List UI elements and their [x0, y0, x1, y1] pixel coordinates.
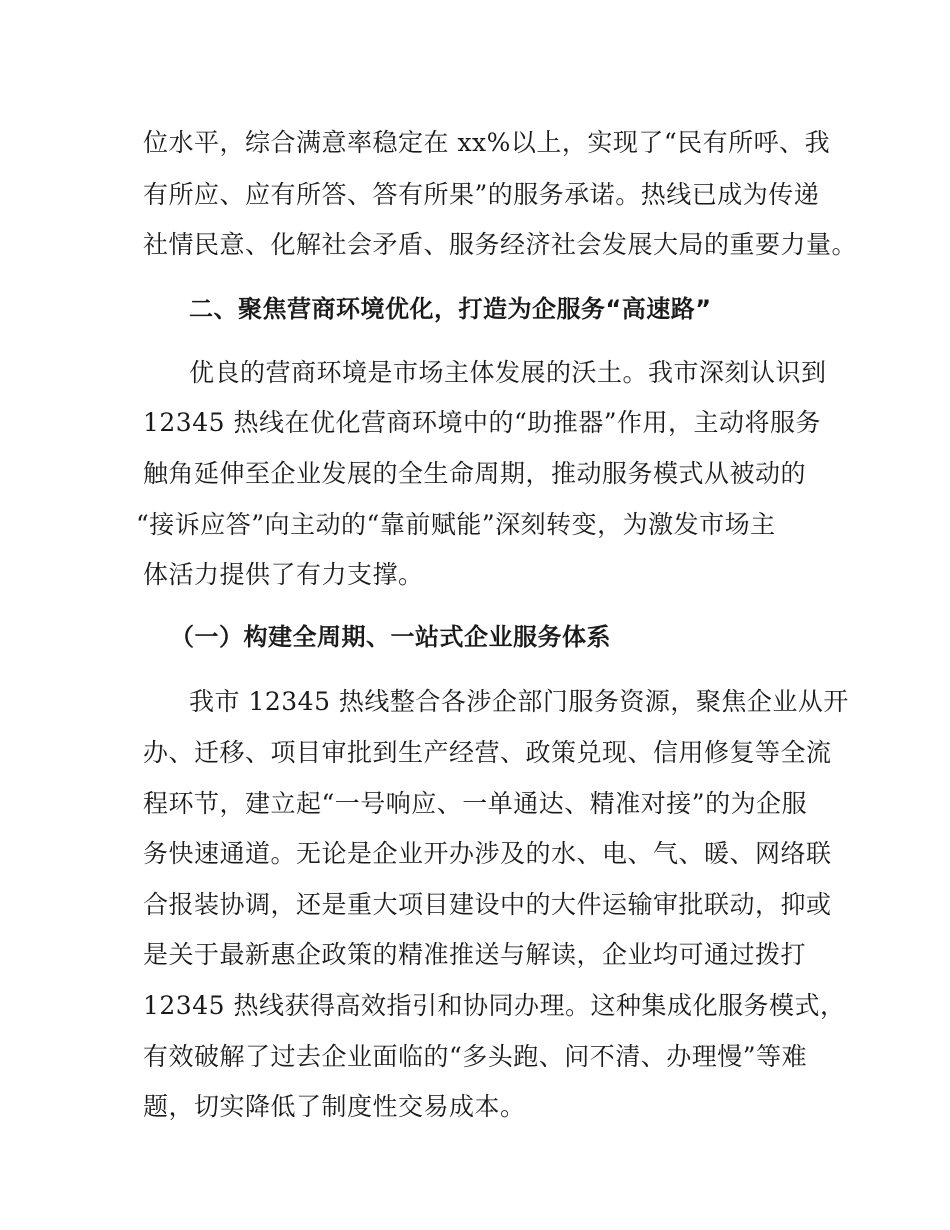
paragraph-line: 12345 热线获得高效指引和协同办理。这种集成化服务模式， — [143, 991, 846, 1020]
paragraph-line: 社情民意、化解社会矛盾、服务经济社会发展大局的重要力量。 — [143, 230, 858, 259]
paragraph-line: 务快速通道。无论是企业开办涉及的水、电、气、暖、网络联 — [143, 839, 832, 868]
paragraph-line: 有所应、应有所答、答有所果”的服务承诺。热线已成为传递 — [143, 180, 820, 209]
paragraph-line: 程环节，建立起“一号响应、一单通达、精准对接”的为企服 — [143, 789, 808, 818]
paragraph-line: 体活力提供了有力支撑。 — [143, 560, 424, 589]
paragraph-line: 我市 12345 热线整合各涉企部门服务资源，聚焦企业从开 — [189, 687, 849, 716]
paragraph-line: 合报装协调，还是重大项目建设中的大件运输审批联动，抑或 — [143, 890, 832, 919]
paragraph-line: 触角延伸至企业发展的全生命周期，推动服务模式从被动的 — [143, 459, 807, 488]
subsection-heading: （一）构建全周期、一站式企业服务体系 — [170, 623, 611, 651]
paragraph-line: 题，切实降低了制度性交易成本。 — [143, 1092, 526, 1121]
paragraph-line: 12345 热线在优化营商环境中的“助推器”作用，主动将服务 — [143, 408, 822, 437]
paragraph-line: 有效破解了过去企业面临的“多头跑、问不清、办理慢”等难 — [143, 1042, 808, 1071]
paragraph-line: 优良的营商环境是市场主体发展的沃土。我市深刻认识到 — [189, 358, 827, 387]
section-heading: 二、聚焦营商环境优化，打造为企服务“高速路” — [189, 295, 712, 323]
paragraph-line: 是关于最新惠企政策的精准推送与解读，企业均可通过拨打 — [143, 940, 807, 969]
paragraph-line: 办、迁移、项目审批到生产经营、政策兑现、信用修复等全流 — [143, 738, 832, 767]
paragraph-line: 位水平，综合满意率稳定在 xx%以上，实现了“民有所呼、我 — [143, 128, 831, 157]
paragraph-line: “接诉应答”向主动的“靠前赋能”深刻转变，为激发市场主 — [136, 510, 776, 539]
